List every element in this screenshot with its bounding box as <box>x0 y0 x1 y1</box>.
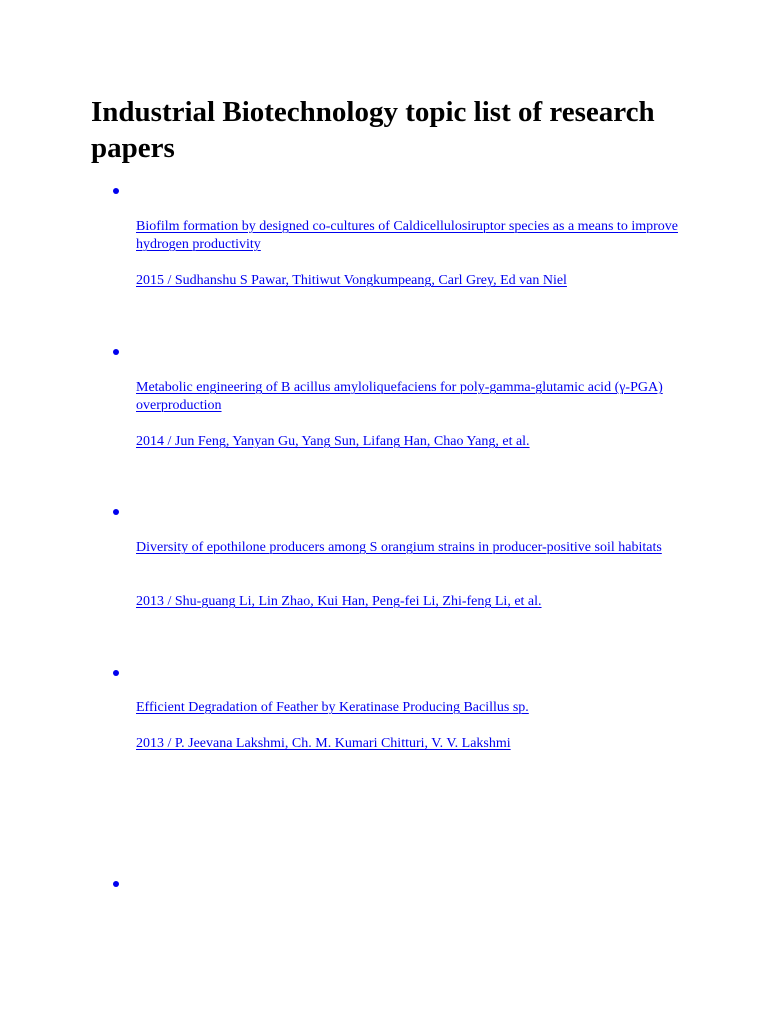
bullet-icon <box>113 881 119 887</box>
bullet-icon <box>113 349 119 355</box>
paper-title-link[interactable]: Metabolic engineering of B acillus amyloliquefaciens for poly-gamma-glutamic acid (γ-PGA) overproduction <box>136 380 663 413</box>
paper-citation-link[interactable]: 2015 / Sudhanshu S Pawar, Thitiwut Vongkumpeang, Carl Grey, Ed van Niel <box>136 273 567 288</box>
paper-citation-link[interactable]: 2013 / P. Jeevana Lakshmi, Ch. M. Kumari Chitturi, V. V. Lakshmi <box>136 736 511 751</box>
paper-citation-link[interactable]: 2014 / Jun Feng, Yanyan Gu, Yang Sun, Lifang Han, Chao Yang, et al. <box>136 434 530 449</box>
paper-title-link[interactable]: Diversity of epothilone producers among S orangium strains in producer-positive soil habitats <box>136 540 662 555</box>
bullet-icon <box>113 670 119 676</box>
page-title: Industrial Biotechnology topic list of research papers <box>91 96 655 164</box>
paper-citation-link[interactable]: 2013 / Shu-guang Li, Lin Zhao, Kui Han, Peng-fei Li, Zhi-feng Li, et al. <box>136 594 542 609</box>
bullet-icon <box>113 188 119 194</box>
bullet-icon <box>113 509 119 515</box>
paper-title-link[interactable]: Efficient Degradation of Feather by Keratinase Producing Bacillus sp. <box>136 700 529 715</box>
paper-title-link[interactable]: Biofilm formation by designed co-cultures of Caldicellulosiruptor species as a means to improve hydrogen productivity <box>136 219 678 252</box>
